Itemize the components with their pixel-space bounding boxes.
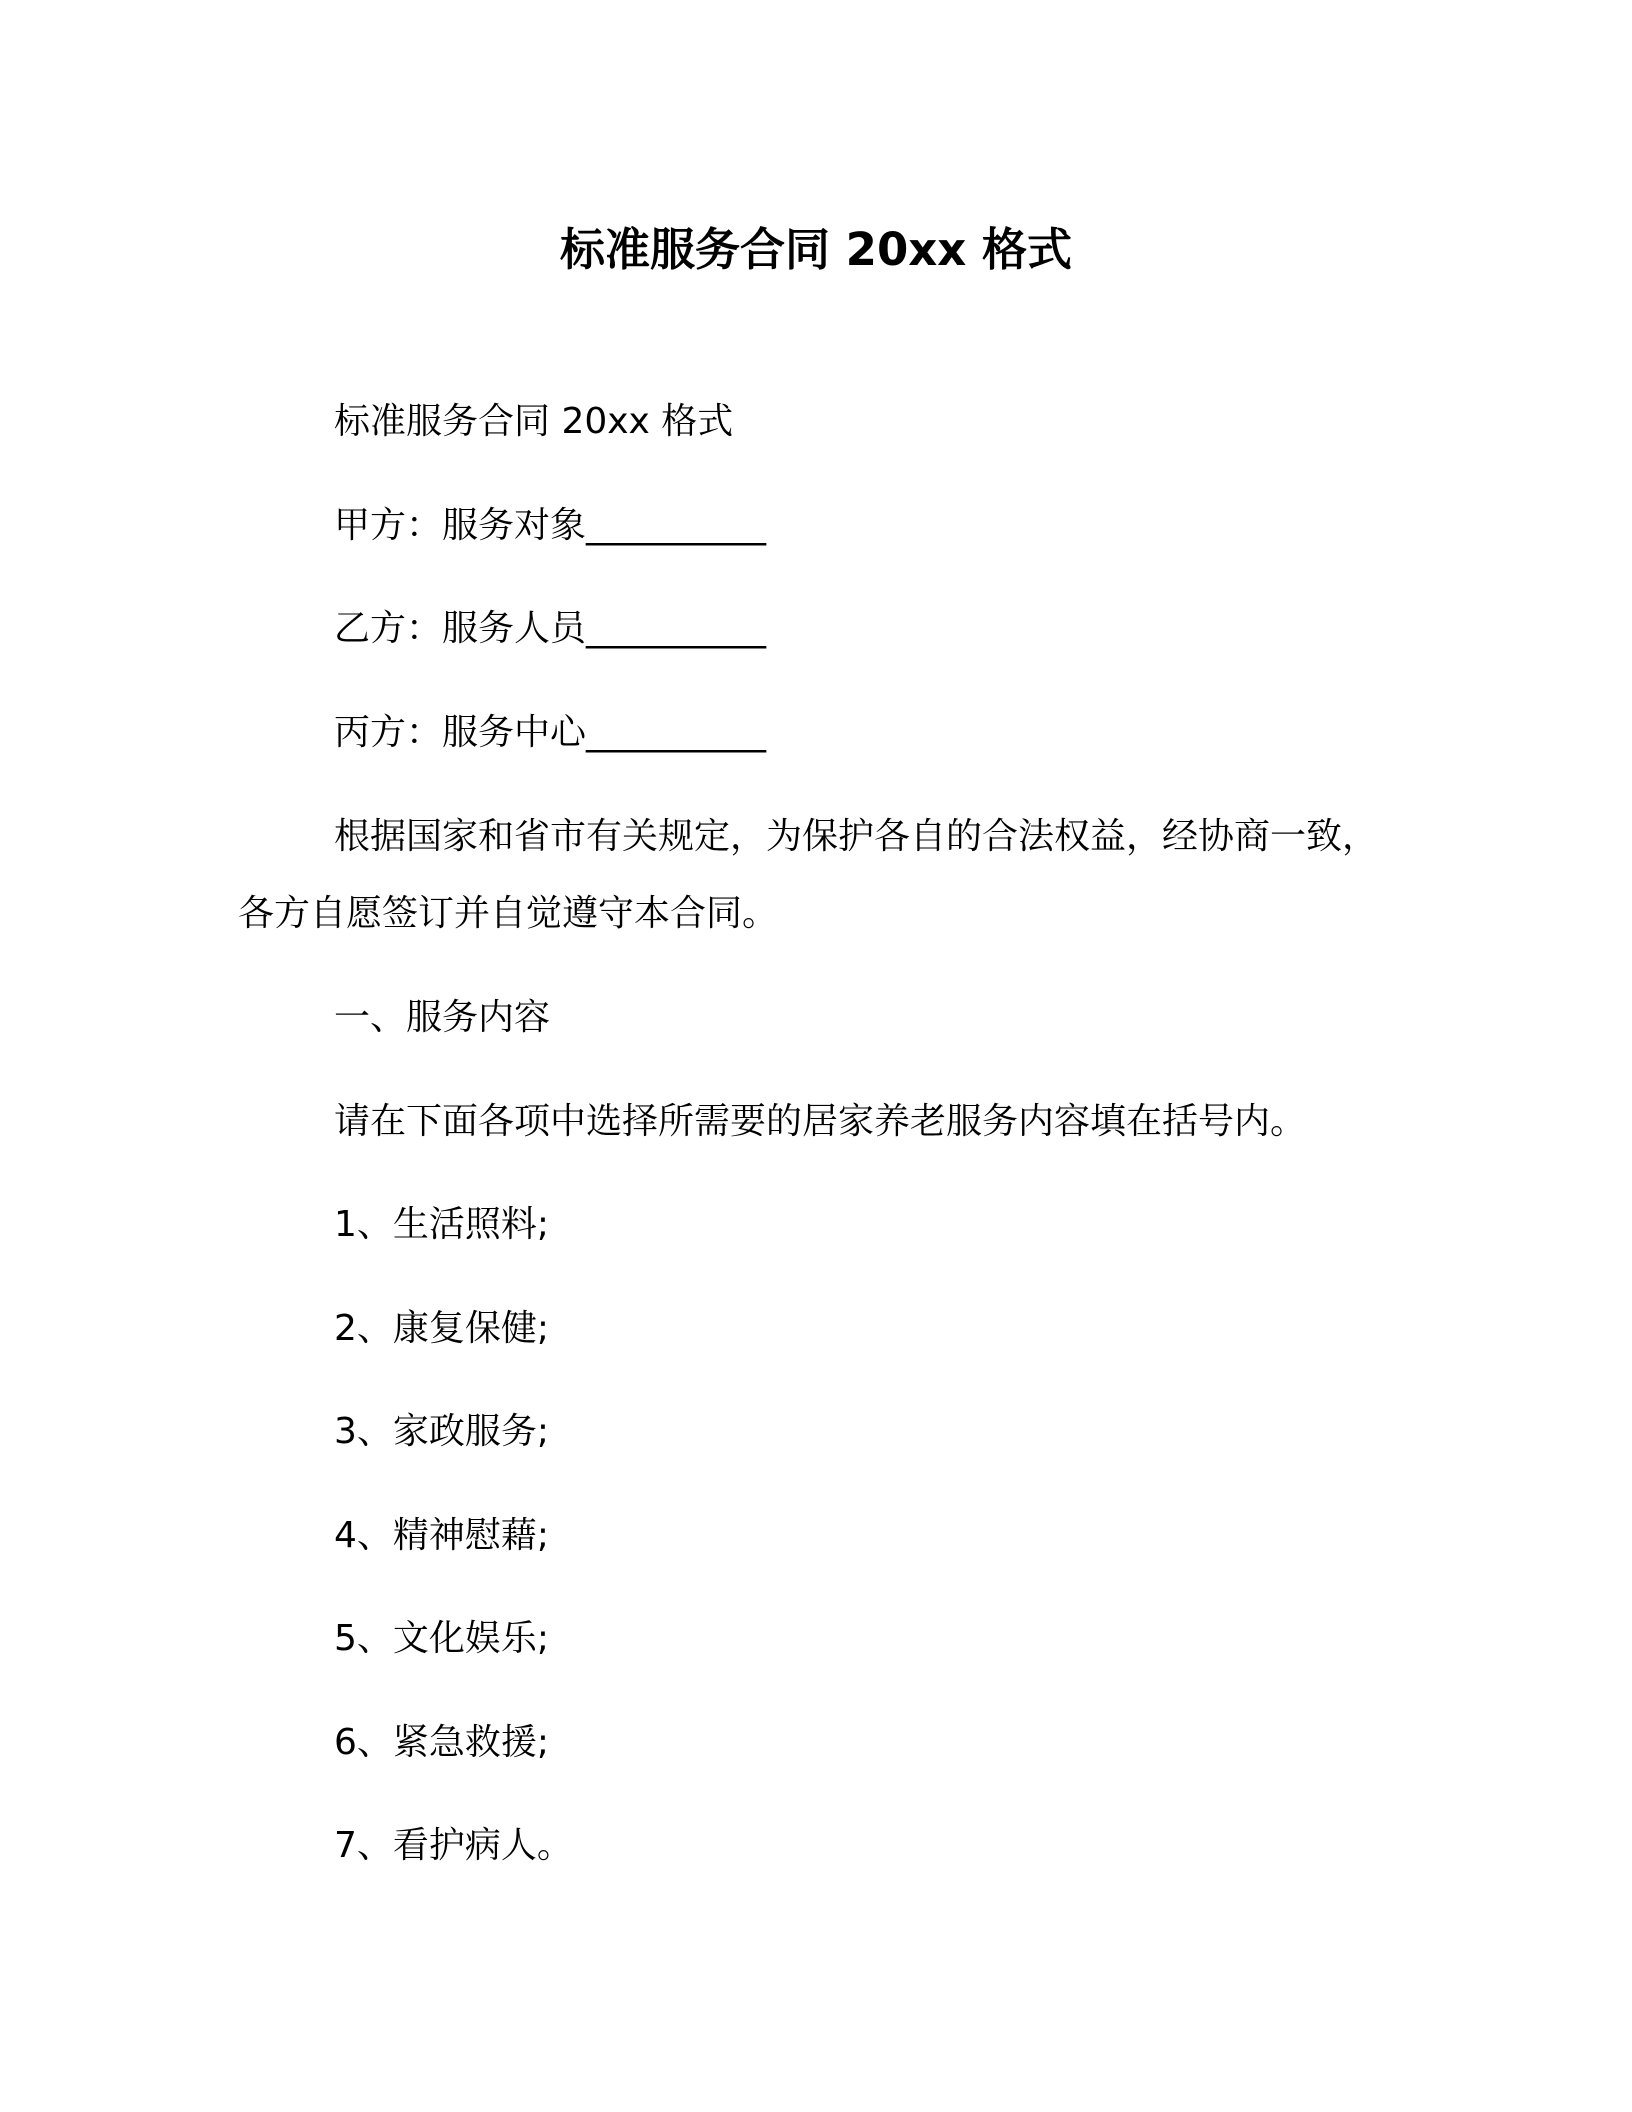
list-item: 5、文化娱乐; (334, 1618, 550, 1659)
list-item: 4、精神慰藉; (334, 1515, 550, 1556)
party-c-line: 丙方：服务中心__________ (334, 712, 767, 753)
party-a-line: 甲方：服务对象__________ (334, 505, 767, 546)
preamble-line-2: 各方自愿签订并自觉遵守本合同。 (238, 893, 779, 934)
list-item: 2、康复保健; (334, 1308, 550, 1349)
list-item: 6、紧急救援; (334, 1722, 550, 1763)
list-item: 3、家政服务; (334, 1411, 550, 1452)
section-heading: 一、服务内容 (334, 997, 551, 1038)
preamble-line-1: 根据国家和省市有关规定，为保护各自的合法权益，经协商一致， (334, 816, 1379, 857)
document-title: 标准服务合同 20xx 格式 (559, 223, 1072, 276)
party-b-line: 乙方：服务人员__________ (334, 608, 767, 649)
list-item: 1、生活照料; (334, 1204, 550, 1245)
document-subtitle: 标准服务合同 20xx 格式 (334, 401, 734, 442)
list-item: 7、看护病人。 (334, 1825, 573, 1866)
section-instruction: 请在下面各项中选择所需要的居家养老服务内容填在括号内。 (334, 1101, 1307, 1142)
